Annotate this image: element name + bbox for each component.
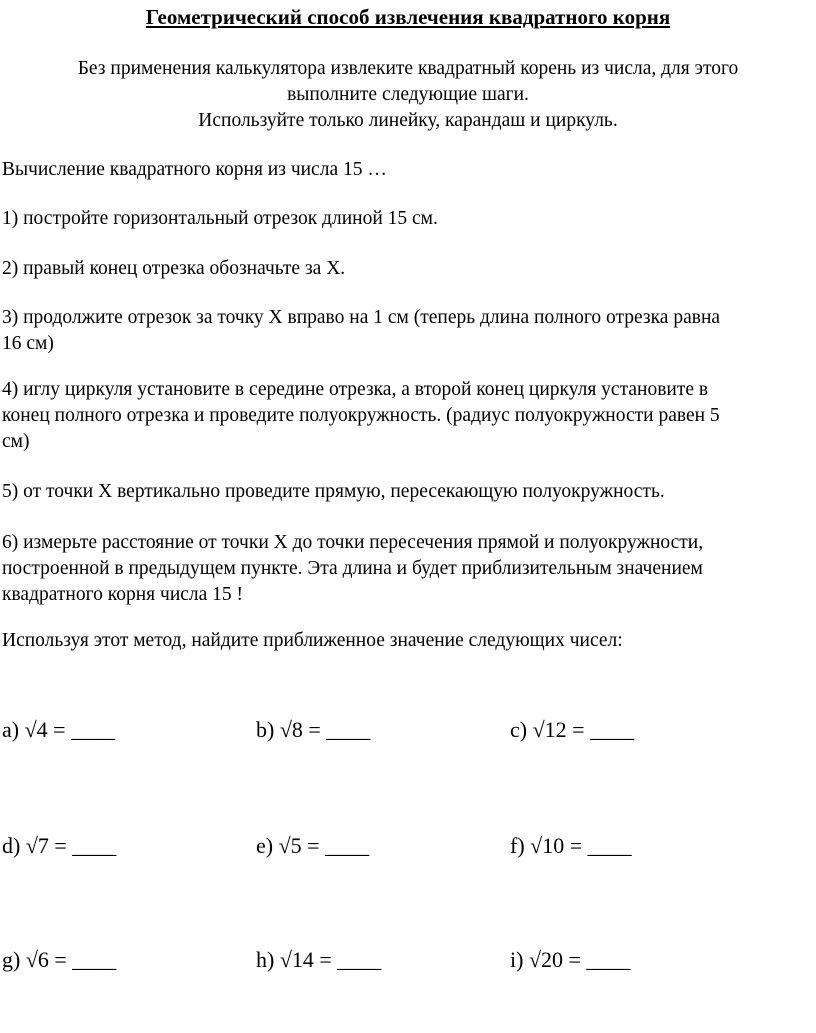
- step-2: 2) правый конец отрезка обозначьте за X.: [2, 258, 346, 279]
- step-1: 1) постройте горизонтальный отрезок длиной 15 см.: [2, 208, 438, 229]
- intro-line-1: Без применения калькулятора извлеките квадратный корень из числа, для этого: [77, 58, 739, 79]
- page-title: Геометрический способ извлечения квадратного корня: [145, 5, 671, 29]
- step-6: [2, 530, 814, 608]
- step-5: 5) от точки X вертикально проведите прямую, пересекающую полуокружность.: [2, 481, 665, 502]
- step-6-line-2: построенной в предыдущем пункте. Эта длина и будет приблизительным значением: [2, 558, 703, 579]
- exercise-h: h) √14 = ____: [256, 947, 382, 972]
- exercise-a: a) √4 = ____: [2, 717, 116, 742]
- exercise-e: e) √5 = ____: [256, 833, 370, 858]
- step-3-line-2: 16 см): [2, 333, 54, 354]
- section-heading: Вычисление квадратного корня из числа 15 …: [2, 159, 387, 180]
- exercise-g: g) √6 = ____: [2, 947, 117, 972]
- exercise-f: f) √10 = ____: [510, 833, 632, 858]
- exercise-b: b) √8 = ____: [256, 717, 371, 742]
- step-4-line-1: 4) иглу циркуля установите в середине отрезка, а второй конец циркуля установите в: [2, 379, 709, 400]
- step-3-line-1: 3) продолжите отрезок за точку X вправо на 1 см (теперь длина полного отрезка равна: [2, 307, 721, 328]
- step-4-line-2: конец полного отрезка и проведите полуокружность. (радиус полуокружности равен 5: [2, 405, 720, 426]
- intro-line-3: Используйте только линейку, карандаш и циркуль.: [198, 110, 618, 131]
- task-instruction: Используя этот метод, найдите приближенное значение следующих чисел:: [2, 630, 623, 651]
- step-6-line-1: 6) измерьте расстояние от точки X до точки пересечения прямой и полуокружности,: [2, 532, 704, 553]
- intro-paragraph: [20, 56, 796, 134]
- exercise-c: c) √12 = ____: [510, 717, 635, 742]
- step-4: [2, 377, 814, 455]
- step-6-line-3: квадратного корня числа 15 !: [2, 584, 244, 605]
- step-3: [2, 305, 814, 357]
- exercise-d: d) √7 = ____: [2, 833, 117, 858]
- step-4-line-3: см): [2, 431, 30, 452]
- exercise-i: i) √20 = ____: [510, 947, 631, 972]
- intro-line-2: выполните следующие шаги.: [287, 84, 529, 105]
